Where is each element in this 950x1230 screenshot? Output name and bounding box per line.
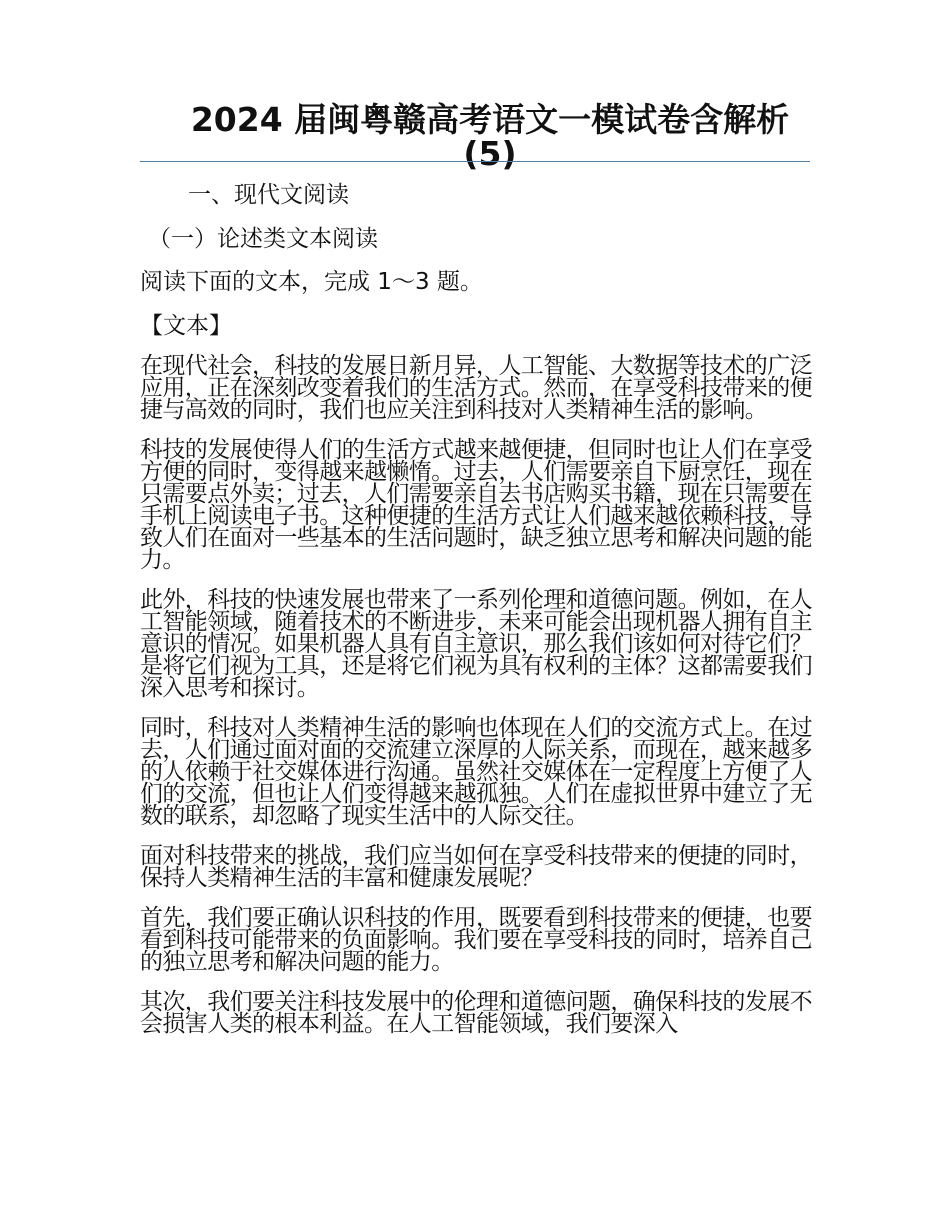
paragraph-2: 科技的发展使得人们的生活方式越来越便捷，但同时也让人们在享受方便的同时，变得越来越懒惰。过去，人们需要亲自下厨烹饪，现在只需要点外卖；过去，人们需要亲自去书店购买书籍，现在只需要在手机上阅读电子书。这种便捷的生活方式让人们越来越依赖科技，导致人们在面对一些基本的生活问题时，缺乏独立思考和解决问题的能力。 <box>140 437 813 573</box>
section-heading: 一、现代文阅读 <box>188 182 349 208</box>
reading-instruction: 阅读下面的文本，完成 1～3 题。 <box>140 269 483 295</box>
paragraph-3: 此外，科技的快速发展也带来了一系列伦理和道德问题。例如，在人工智能领域，随着技术的不断进步，未来可能会出现机器人拥有自主意识的情况。如果机器人具有自主意识，那么我们该如何对待它们？是将它们视为工具，还是将它们视为具有权利的主体？这都需要我们深入思考和探讨。 <box>140 587 813 701</box>
title-underline <box>140 161 810 162</box>
paragraph-5: 面对科技带来的挑战，我们应当如何在享受科技带来的便捷的同时，保持人类精神生活的丰富和健康发展呢？ <box>140 843 813 891</box>
subsection-heading: （一）论述类文本阅读 <box>148 226 378 252</box>
text-label: 【文本】 <box>140 313 232 339</box>
paragraph-7: 其次，我们要关注科技发展中的伦理和道德问题，确保科技的发展不会损害人类的根本利益。在人工智能领域，我们要深入 <box>140 989 813 1037</box>
document-title: 2024 届闽粤赣高考语文一模试卷含解析(5) <box>190 100 790 173</box>
paragraph-4: 同时，科技对人类精神生活的影响也体现在人们的交流方式上。在过去，人们通过面对面的交流建立深厚的人际关系，而现在，越来越多的人依赖于社交媒体进行沟通。虽然社交媒体在一定程度上方便了人们的交流，但也让人们变得越来越孤独。人们在虚拟世界中建立了无数的联系，却忽略了现实生活中的人际交往。 <box>140 715 813 829</box>
paragraph-6: 首先，我们要正确认识科技的作用，既要看到科技带来的便捷，也要看到科技可能带来的负面影响。我们要在享受科技的同时，培养自己的独立思考和解决问题的能力。 <box>140 905 813 975</box>
article-body <box>140 355 812 1053</box>
paragraph-1: 在现代社会，科技的发展日新月异，人工智能、大数据等技术的广泛应用，正在深刻改变着我们的生活方式。然而，在享受科技带来的便捷与高效的同时，我们也应关注到科技对人类精神生活的影响。 <box>140 353 813 423</box>
